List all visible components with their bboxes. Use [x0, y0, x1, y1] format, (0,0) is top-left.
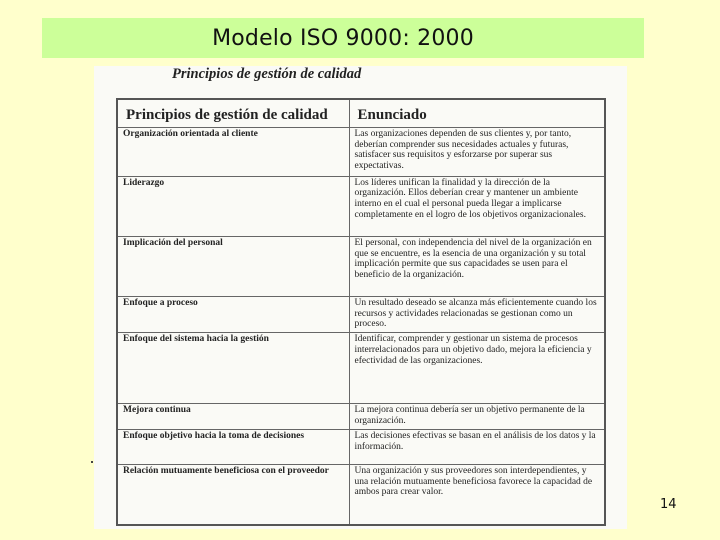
header-principles: Principios de gestión de calidad [117, 99, 349, 128]
table-header-row [117, 99, 605, 128]
table-row [117, 176, 605, 236]
principle-name: Enfoque a proceso [117, 297, 349, 333]
principles-table [116, 98, 606, 526]
principle-statement: Un resultado deseado se alcanza más eficientemente cuando los recursos y actividades relacionadas se gestionan como un proceso. [349, 297, 605, 333]
page-number: 14 [660, 497, 677, 512]
principle-name: Organización orientada al cliente [117, 128, 349, 177]
slide-title-band [42, 18, 644, 58]
principle-statement: Una organización y sus proveedores son interdependientes, y una relación mutuamente beneficiosa favorece la capacidad de ambos para crear valor. [349, 465, 605, 525]
principle-name: Mejora continua [117, 404, 349, 430]
table-row [117, 404, 605, 430]
principle-name: Liderazgo [117, 176, 349, 236]
table-row [117, 333, 605, 404]
principle-name: Enfoque objetivo hacia la toma de decisiones [117, 429, 349, 464]
scan-speck [91, 461, 93, 463]
scanned-document [94, 66, 627, 529]
principle-statement: La mejora continua debería ser un objetivo permanente de la organización. [349, 404, 605, 430]
slide-title: Modelo ISO 9000: 2000 [212, 25, 474, 51]
principle-name: Enfoque del sistema hacia la gestión [117, 333, 349, 404]
table-row [117, 128, 605, 177]
principle-name: Implicación del personal [117, 236, 349, 296]
document-heading: Principios de gestión de calidad [172, 66, 362, 82]
table-row [117, 429, 605, 464]
principle-statement: Los líderes unifican la finalidad y la dirección de la organización. Ellos deberían crear y mantener un ambiente interno en el cual el personal pueda llegar a implicarse completamente en el logro de los objetivos organizacionales. [349, 176, 605, 236]
principle-statement: El personal, con independencia del nivel de la organización en que se encuentre, es la esencia de una organización y su total implicación permite que sus capacidades se usen para el beneficio de la organización. [349, 236, 605, 296]
principle-statement: Las decisiones efectivas se basan en el análisis de los datos y la información. [349, 429, 605, 464]
table-row [117, 236, 605, 296]
principle-name: Relación mutuamente beneficiosa con el proveedor [117, 465, 349, 525]
table-row [117, 465, 605, 525]
principle-statement: Identificar, comprender y gestionar un sistema de procesos interrelacionados para un objetivo dado, mejora la eficiencia y efectividad de las organizaciones. [349, 333, 605, 404]
table-row [117, 297, 605, 333]
header-statement: Enunciado [349, 99, 605, 128]
principle-statement: Las organizaciones dependen de sus clientes y, por tanto, deberían comprender sus necesidades actuales y futuras, satisfacer sus requisitos y esforzarse por superar sus expectativas. [349, 128, 605, 177]
